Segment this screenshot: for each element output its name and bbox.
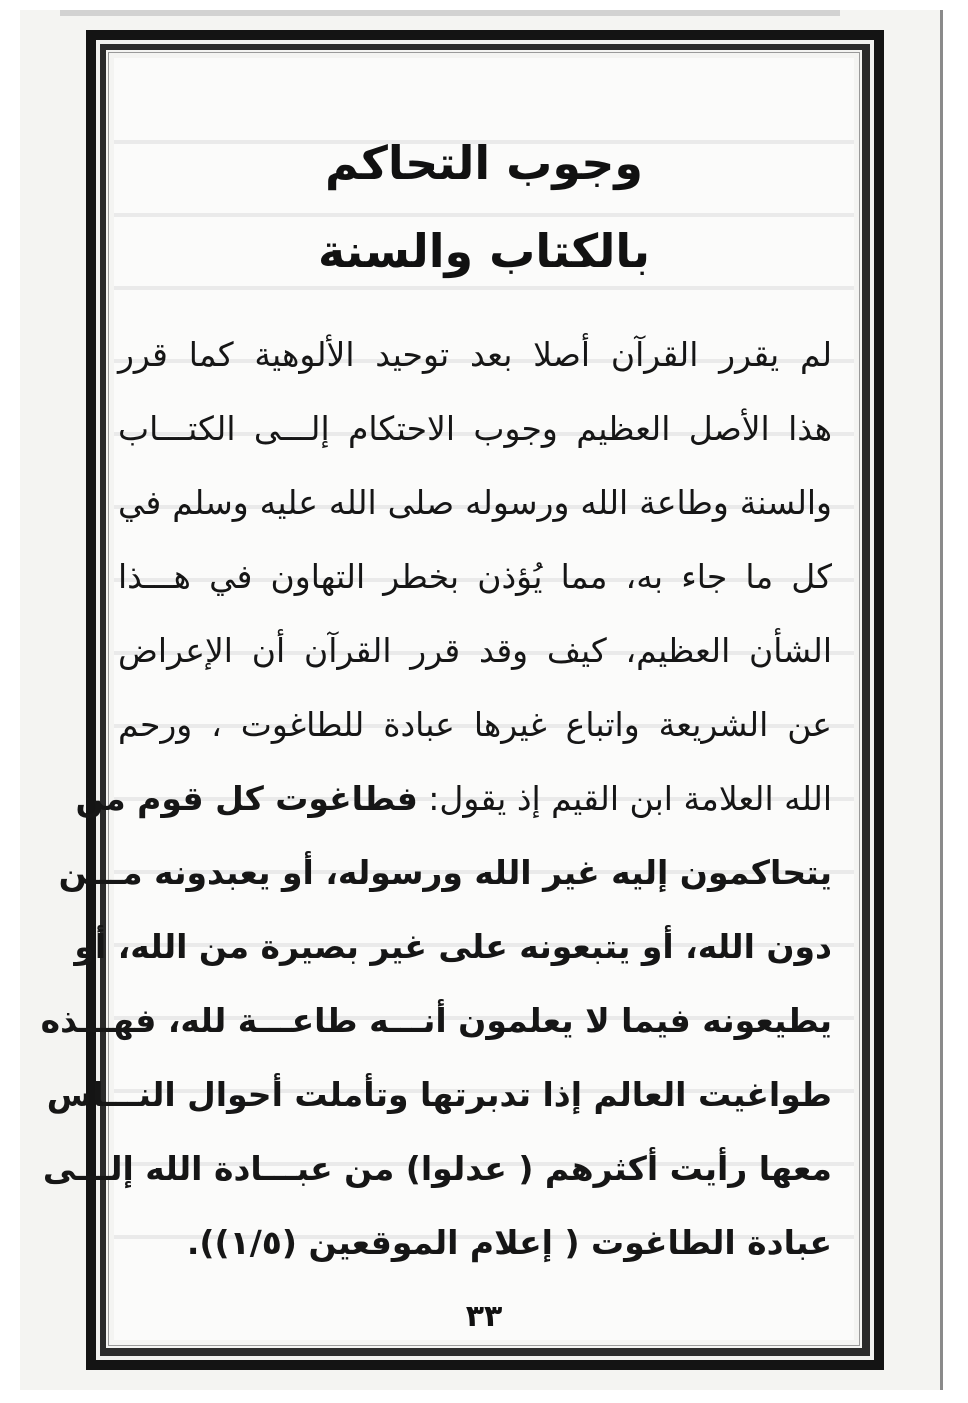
body-text xyxy=(40,318,832,1280)
body-line-4: كل ما جاء به، مما يُؤذن بخطر التهاون في هـــذا xyxy=(118,557,832,596)
scan-edge-top xyxy=(60,10,840,16)
quote-line-1: يتحاكمون إليه غير الله ورسوله، أو يعبدونه مـــن xyxy=(58,853,832,892)
quote-line-4: طواغيت العالم إذا تدبرتها وتأملت أحوال النـــاس xyxy=(46,1075,832,1114)
quote-line-3: يطيعونه فيما لا يعلمون أنـــه طاعـــة لله، فهـــذه xyxy=(40,1001,832,1040)
body-line-3: والسنة وطاعة الله ورسوله صلى الله عليه وسلم في xyxy=(118,483,832,522)
page-number: ٣٣ xyxy=(465,1299,503,1334)
body-line-7-normal: الله العلامة ابن القيم إذ يقول: xyxy=(417,779,832,818)
quote-line-2: دون الله، أو يتبعونه على غير بصيرة من الله، أو xyxy=(74,927,832,966)
scan-edge-right xyxy=(940,10,943,1390)
page-title-line-2: بالكتاب والسنة xyxy=(318,224,650,278)
body-line-6: عن الشريعة واتباع غيرها عبادة للطاغوت ، ورحم xyxy=(118,705,832,744)
quote-line-6: عبادة الطاغوت ( إعلام الموقعين (١/٥)). xyxy=(186,1223,832,1262)
page-title-line-1: وجوب التحاكم xyxy=(325,136,643,190)
body-line-7 xyxy=(75,762,832,836)
quote-line-5: معها رأيت أكثرهم ( عدلوا) من عبـــادة الله إلـــى xyxy=(42,1149,832,1188)
body-line-2: هذا الأصل العظيم وجوب الاحتكام إلـــى الكتـــاب xyxy=(118,409,832,448)
body-line-5: الشأن العظيم، كيف وقد قرر القرآن أن الإعراض xyxy=(118,631,832,670)
body-line-1: لم يقرر القرآن أصلا بعد توحيد الألوهية كما قرر xyxy=(118,335,832,374)
body-line-7-quote: فطاغوت كل قوم من xyxy=(75,779,418,818)
